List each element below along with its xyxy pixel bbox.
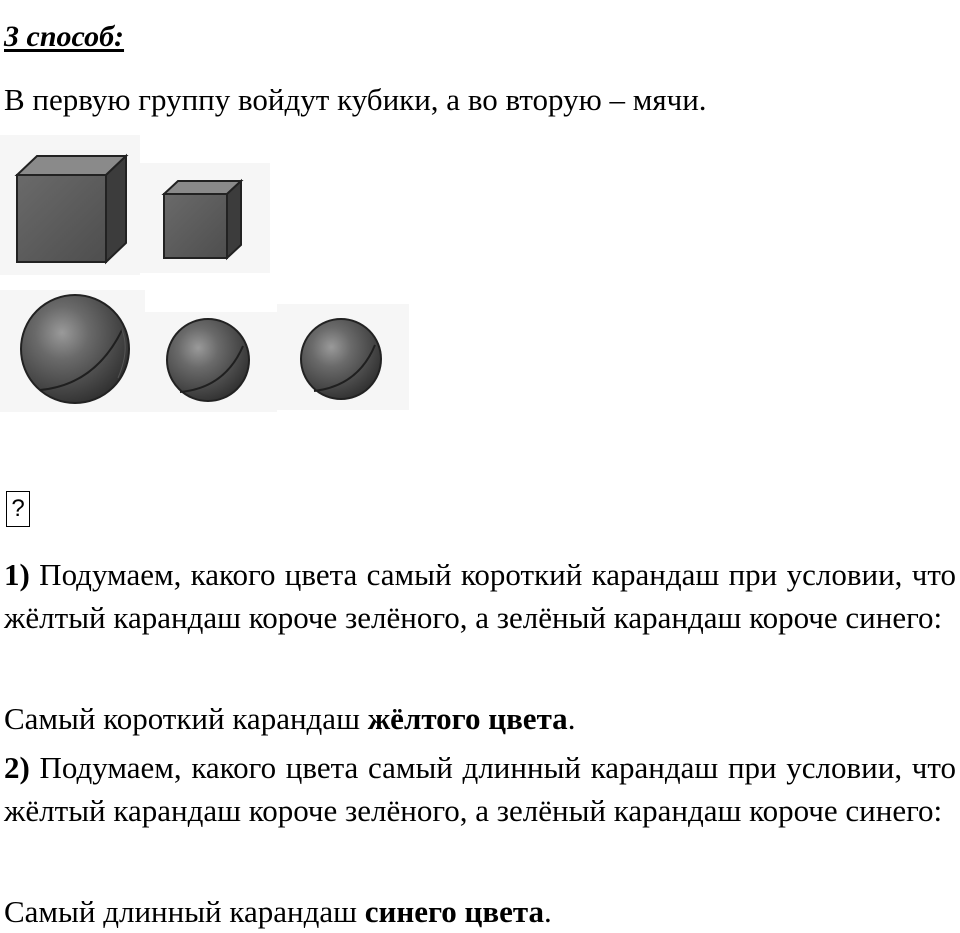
question-1-number: 1): [4, 557, 30, 592]
small-cube-icon: [164, 181, 241, 258]
small-sphere-icon: [301, 319, 381, 399]
question-2-text: Подумаем, какого цвета самый длинный карандаш при условии, что жёлтый карандаш короче зелёного, а зелёный карандаш короче синего:: [4, 750, 956, 828]
spheres-figure: [0, 290, 412, 412]
question-mark-box: ?: [6, 491, 30, 527]
answer-1: [4, 697, 575, 740]
section-heading: 3 способ:: [4, 20, 125, 53]
large-cube-icon: [17, 156, 126, 262]
question-1-text: Подумаем, какого цвета самый короткий карандаш при условии, что жёлтый карандаш короче зелёного, а зелёный карандаш короче синего:: [4, 557, 956, 635]
large-sphere-icon: [21, 295, 129, 403]
answer-1-prefix: Самый короткий карандаш: [4, 701, 368, 736]
answer-2: [4, 890, 552, 933]
cubes-figure: [0, 135, 275, 275]
intro-text: В первую группу войдут кубики, а во вторую – мячи.: [4, 82, 707, 117]
question-1: [4, 553, 956, 639]
answer-1-bold: жёлтого цвета: [367, 701, 568, 736]
answer-2-bold: синего цвета: [364, 894, 545, 929]
question-2-number: 2): [4, 750, 30, 785]
small-sphere-icon: [167, 319, 249, 401]
answer-1-suffix: .: [567, 701, 576, 736]
answer-2-prefix: Самый длинный карандаш: [4, 894, 365, 929]
answer-2-suffix: .: [544, 894, 552, 929]
question-2: [4, 746, 956, 832]
